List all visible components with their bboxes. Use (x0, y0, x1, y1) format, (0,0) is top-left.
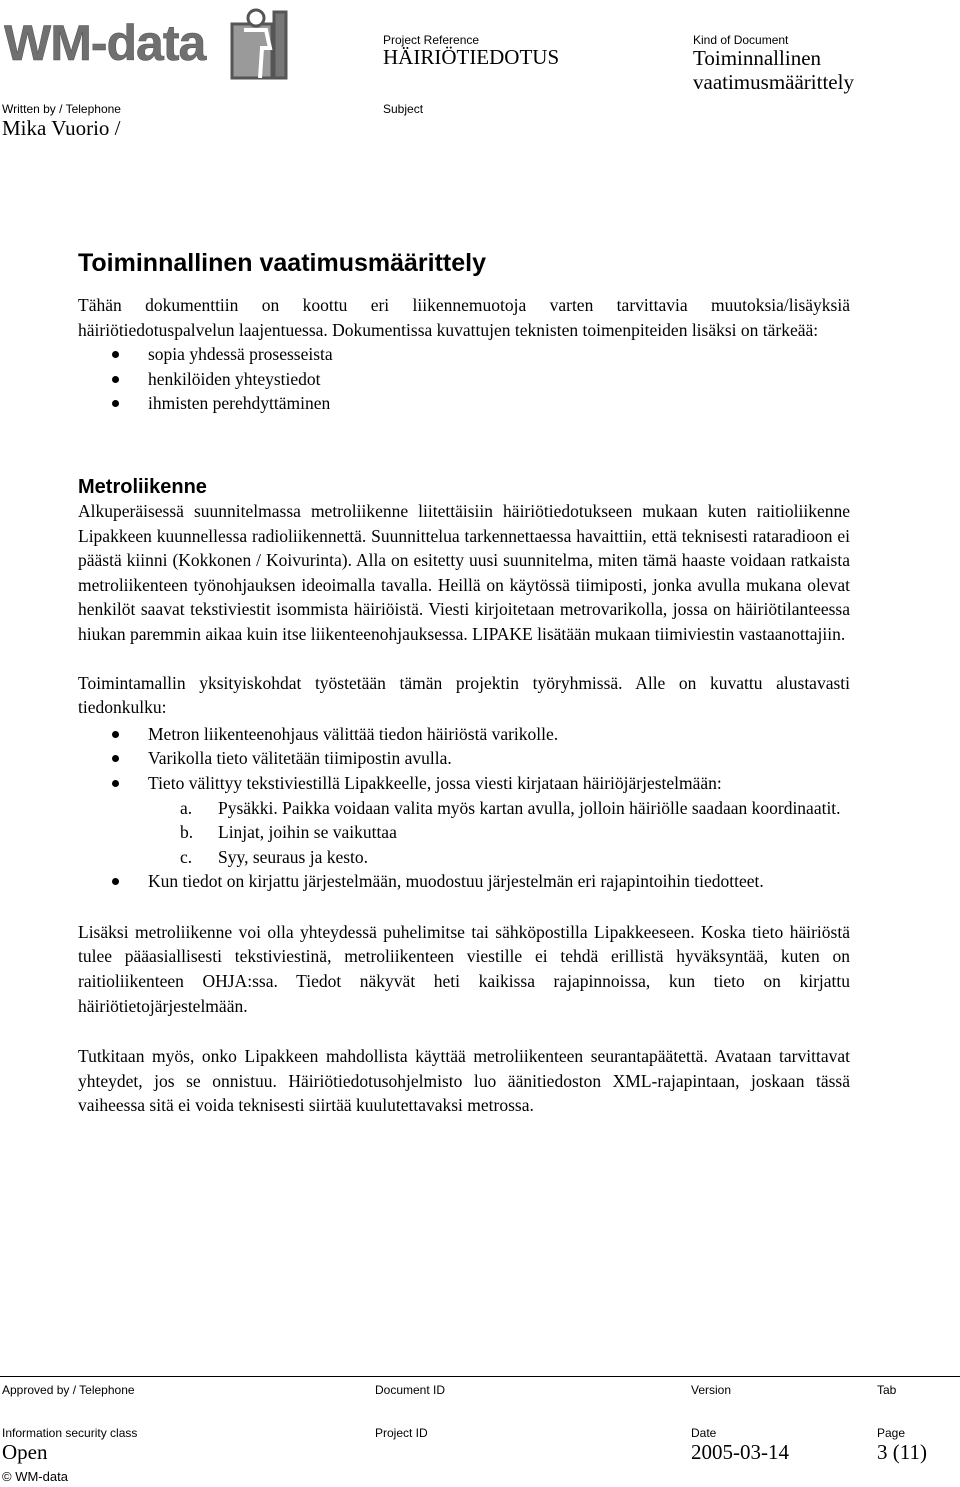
project-reference-label: Project Reference (383, 33, 480, 47)
subject-label: Subject (383, 102, 424, 116)
document-title: Toiminnallinen vaatimusmäärittely (78, 249, 486, 277)
list-item: Tieto välittyy tekstiviestillä Lipakkeelle, jossa viesti kirjataan häiriöjärjestelmään: (78, 771, 850, 796)
intro-bullet-list (78, 342, 850, 416)
sub-list-letter: c. (180, 846, 193, 867)
sub-list-text: Pysäkki. Paikka voidaan valita myös kartan avulla, jolloin häiriölle saadaan koordinaatit. (218, 797, 841, 818)
sub-list-text: Syy, seuraus ja kesto. (218, 846, 369, 867)
document-body (78, 248, 850, 1118)
logo-figure-icon (232, 10, 286, 78)
written-by-value: Mika Vuorio / (2, 116, 121, 140)
list-item: Metron liikenteenohjaus välittää tiedon häiriöstä varikolle. (78, 722, 850, 747)
flow-bullet-list-continued (78, 869, 850, 894)
version-label: Version (691, 1383, 732, 1397)
kind-of-document-value: Toiminnallinen vaatimusmäärittely (693, 46, 854, 94)
sub-list-text: Linjat, joihin se vaikuttaa (218, 822, 397, 843)
intro-paragraph: Tähän dokumenttiin on koottu eri liikennemuotoja varten tarvittavia muutoksia/lisäyksiä häiriötiedotuspalvelun laajentuessa. Dokumentissa kuvattujen teknisten toimenpiteiden lisäksi on tärkeää: (78, 295, 850, 340)
project-id-label: Project ID (375, 1426, 428, 1440)
section-heading-metroliikenne: Metroliikenne (78, 475, 207, 498)
page-value: 3 (11) (877, 1440, 927, 1464)
copyright-notice: © WM-data (2, 1469, 68, 1484)
page-label: Page (877, 1426, 906, 1440)
date-value: 2005-03-14 (691, 1440, 789, 1464)
security-class-label: Information security class (2, 1426, 138, 1440)
metro-paragraph-3: Lisäksi metroliikenne voi olla yhteydessä puhelimitse tai sähköpostilla Lipakkeeseen. Koska tieto häiriöstä tulee pääasiallisesti tekstiviestinä, metroliikenteen viestille ei tehdä erillistä hyväksyntää, kuten on raitioliikenteen OHJA:ssa. Tiedot näkyvät heti kaikissa rajapinnoissa, kun tieto on kirjattu häiriötietojärjestelmään. (78, 921, 850, 1016)
security-class-value: Open (2, 1440, 48, 1464)
date-label: Date (691, 1426, 717, 1440)
list-item: ihmisten perehdyttäminen (78, 391, 850, 416)
sub-list-letter: b. (180, 822, 194, 843)
sub-list-item (148, 820, 850, 845)
list-item: sopia yhdessä prosesseista (78, 342, 850, 367)
sub-list-letter: a. (180, 797, 193, 818)
project-reference-value: HÄIRIÖTIEDOTUS (383, 45, 560, 69)
flow-bullet-list (78, 722, 850, 796)
written-by-label: Written by / Telephone (2, 102, 121, 116)
metro-paragraph-1: Alkuperäisessä suunnitelmassa metroliikenne liitettäisiin häiriötiedotukseen mukaan kuten raitioliikenne Lipakkeen kuunnellessa radioliikennettä. Suunnittelua tarkennettaessa havaittiin, että teknisesti rataradioon ei päästä kiinni (Kokkonen / Koivurinta). Alla on esitetty uusi suunnitelma, miten tämä haaste voidaan ratkaista metroliikenteen työnohjauksen ideoimalla tavalla. Heillä on käytössä tiimiposti, jonka avulla mukana olevat henkilöt saavat tekstiviestit isommista häiriöistä. Viesti kirjoitetaan metrovarikolla, jossa on häiriötilanteessa hiukan paremmin aikaa kuin itse liikenteenohjauksessa. LIPAKE lisätään mukaan tiimiviestin vastaanottajiin. (78, 500, 850, 644)
document-id-label: Document ID (375, 1383, 446, 1397)
sub-list-item (148, 796, 850, 821)
logo-wordmark: WM-data (4, 15, 206, 71)
flow-sub-list (78, 796, 850, 870)
list-item: henkilöiden yhteystiedot (78, 367, 850, 392)
tab-label: Tab (877, 1383, 897, 1397)
metro-paragraph-4: Tutkitaan myös, onko Lipakkeen mahdollista käyttää metroliikenteen seurantapäätettä. Avataan tarvittavat yhteydet, jos se onnistuu. Häiriötiedotusohjelmisto luo äänitiedoston XML-rajapintaan, joskaan tässä vaiheessa sitä ei voida teknisesti siirtää kuulutettavaksi metrossa. (78, 1046, 850, 1116)
approved-by-label: Approved by / Telephone (2, 1383, 135, 1397)
wm-data-logo (4, 4, 294, 82)
list-item: Varikolla tieto välitetään tiimipostin avulla. (78, 746, 850, 771)
metro-paragraph-2: Toimintamallin yksityiskohdat työstetään tämän projektin työryhmissä. Alle on kuvattu alustavasti tiedonkulku: (78, 672, 850, 718)
kind-of-document-label: Kind of Document (693, 33, 789, 47)
list-item: Kun tiedot on kirjattu järjestelmään, muodostuu järjestelmän eri rajapintoihin tiedotteet. (78, 869, 850, 894)
sub-list-item (148, 845, 850, 870)
footer-divider (0, 1376, 960, 1377)
